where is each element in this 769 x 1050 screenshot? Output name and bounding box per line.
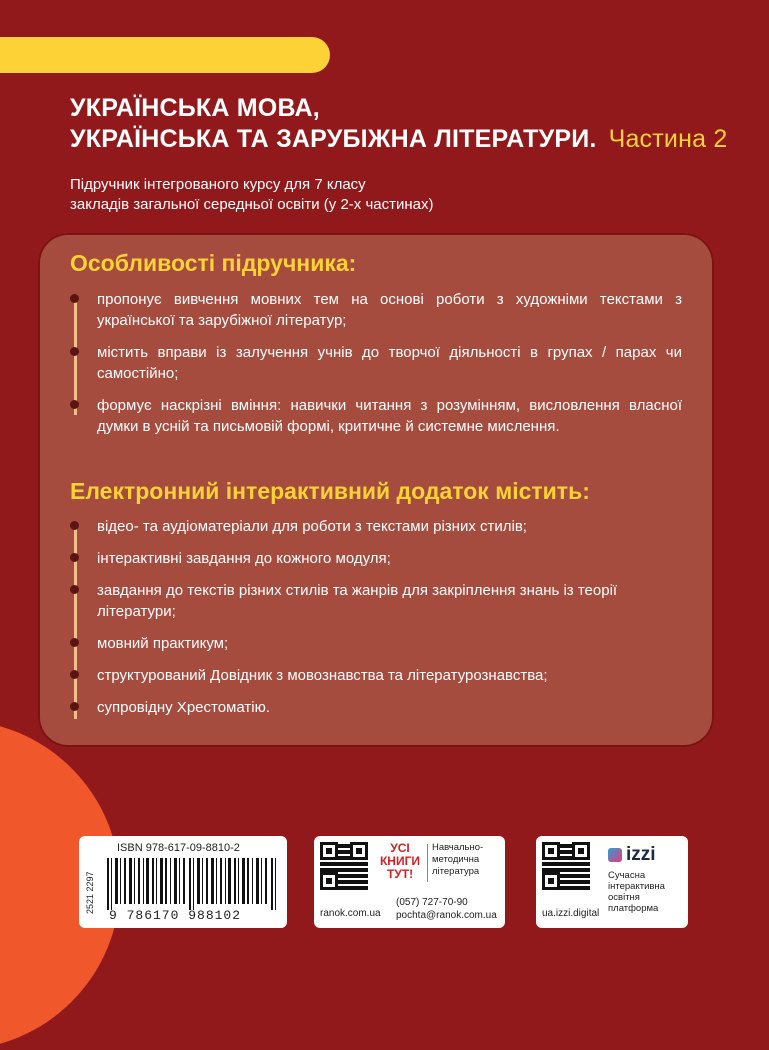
izzi-logo-icon	[608, 848, 622, 862]
izzi-desc-line-2: інтерактивна	[608, 881, 665, 892]
barcode-side-code: 2521 2297	[85, 871, 95, 914]
list-item	[70, 289, 682, 331]
bullet-icon	[70, 638, 79, 647]
list-item-text: пропонує вивчення мовних тем на основі роботи з художніми текстами з української та зарубіжної літератур;	[97, 291, 682, 329]
list-item-text: завдання до текстів різних стилів та жанрів для закріплення знань із теорії літератури;	[97, 582, 618, 620]
badge-line-2: КНИГИ	[379, 854, 421, 868]
list-item	[70, 580, 682, 622]
book-subtitle	[70, 175, 433, 215]
ranok-badge	[374, 842, 426, 881]
list-item	[70, 516, 682, 537]
izzi-description	[608, 870, 665, 914]
title-line-2-text: УКРАЇНСЬКА ТА ЗАРУБІЖНА ЛІТЕРАТУРИ.	[70, 125, 597, 153]
subtitle-line-2: закладів загальної середньої освіти (у 2-х частинах)	[70, 196, 434, 213]
top-accent-bar	[0, 37, 330, 73]
book-title	[70, 93, 727, 155]
qr-code-icon	[320, 842, 368, 890]
list-item-text: містить вправи із залучення учнів до творчої діяльності в групах / парах чи самостійно;	[97, 344, 682, 382]
ranok-email[interactable]: pochta@ranok.com.ua	[396, 910, 497, 921]
qr-code-icon	[542, 842, 590, 890]
list-item-text: формує наскрізні вміння: навички читання з розумінням, висловлення власної думки в усній та письмовій формі, критичне й системне мислення.	[97, 397, 682, 435]
list-item	[70, 697, 682, 718]
izzi-desc-line-1: Сучасна	[608, 870, 646, 881]
list-item	[70, 342, 682, 384]
category-line-2: методична	[432, 854, 480, 865]
bullet-icon	[70, 294, 79, 303]
subtitle-line-1: Підручник інтегрованого курсу для 7 класу	[70, 176, 366, 193]
list-item	[70, 395, 682, 437]
list-item-text: інтерактивні завдання до кожного модуля;	[97, 550, 391, 567]
izzi-desc-line-4: платформа	[608, 903, 659, 914]
bullet-icon	[70, 553, 79, 562]
bullet-icon	[70, 521, 79, 530]
bullet-icon	[70, 670, 79, 679]
part-label: Частина 2	[608, 125, 728, 153]
ranok-phone: (057) 727-70-90	[396, 897, 468, 908]
ranok-category	[432, 842, 483, 878]
list-item	[70, 633, 682, 654]
badge-line-1: УСІ	[390, 841, 410, 855]
izzi-card	[536, 836, 688, 928]
list-item-text: мовний практикум;	[97, 635, 229, 652]
bullet-icon	[70, 702, 79, 711]
bullet-icon	[70, 400, 79, 409]
features-list	[70, 289, 682, 448]
title-line-1: УКРАЇНСЬКА МОВА,	[70, 94, 320, 122]
ebook-heading: Електронний інтерактивний додаток містить:	[70, 478, 590, 504]
isbn-text: ISBN 978-617-09-8810-2	[117, 842, 240, 854]
badge-line-3: ТУТ!	[386, 867, 414, 881]
category-line-3: література	[432, 866, 480, 877]
title-line-2	[70, 124, 727, 155]
list-item	[70, 548, 682, 569]
features-heading: Особливості підручника:	[70, 250, 357, 276]
list-item	[70, 665, 682, 686]
category-line-1: Навчально-	[432, 842, 484, 853]
izzi-site-link[interactable]: ua.izzi.digital	[542, 908, 600, 919]
ranok-contacts	[396, 896, 497, 922]
izzi-logo-text: izzi	[626, 844, 656, 865]
barcode-digits: 9 786170 988102	[109, 908, 242, 923]
bullet-icon	[70, 585, 79, 594]
list-item-text: супровідну Хрестоматію.	[97, 699, 270, 716]
bullet-icon	[70, 347, 79, 356]
list-item-text: структурований Довідник з мовознавства та літературознавства;	[97, 667, 548, 684]
barcode-card	[79, 836, 287, 928]
izzi-desc-line-3: освітня	[608, 892, 640, 903]
ranok-site-link[interactable]: ranok.com.ua	[320, 908, 381, 919]
ranok-card	[314, 836, 505, 928]
list-item-text: відео- та аудіоматеріали для роботи з текстами різних стилів;	[97, 518, 527, 535]
ebook-list	[70, 516, 682, 729]
barcode-icon	[107, 858, 279, 910]
